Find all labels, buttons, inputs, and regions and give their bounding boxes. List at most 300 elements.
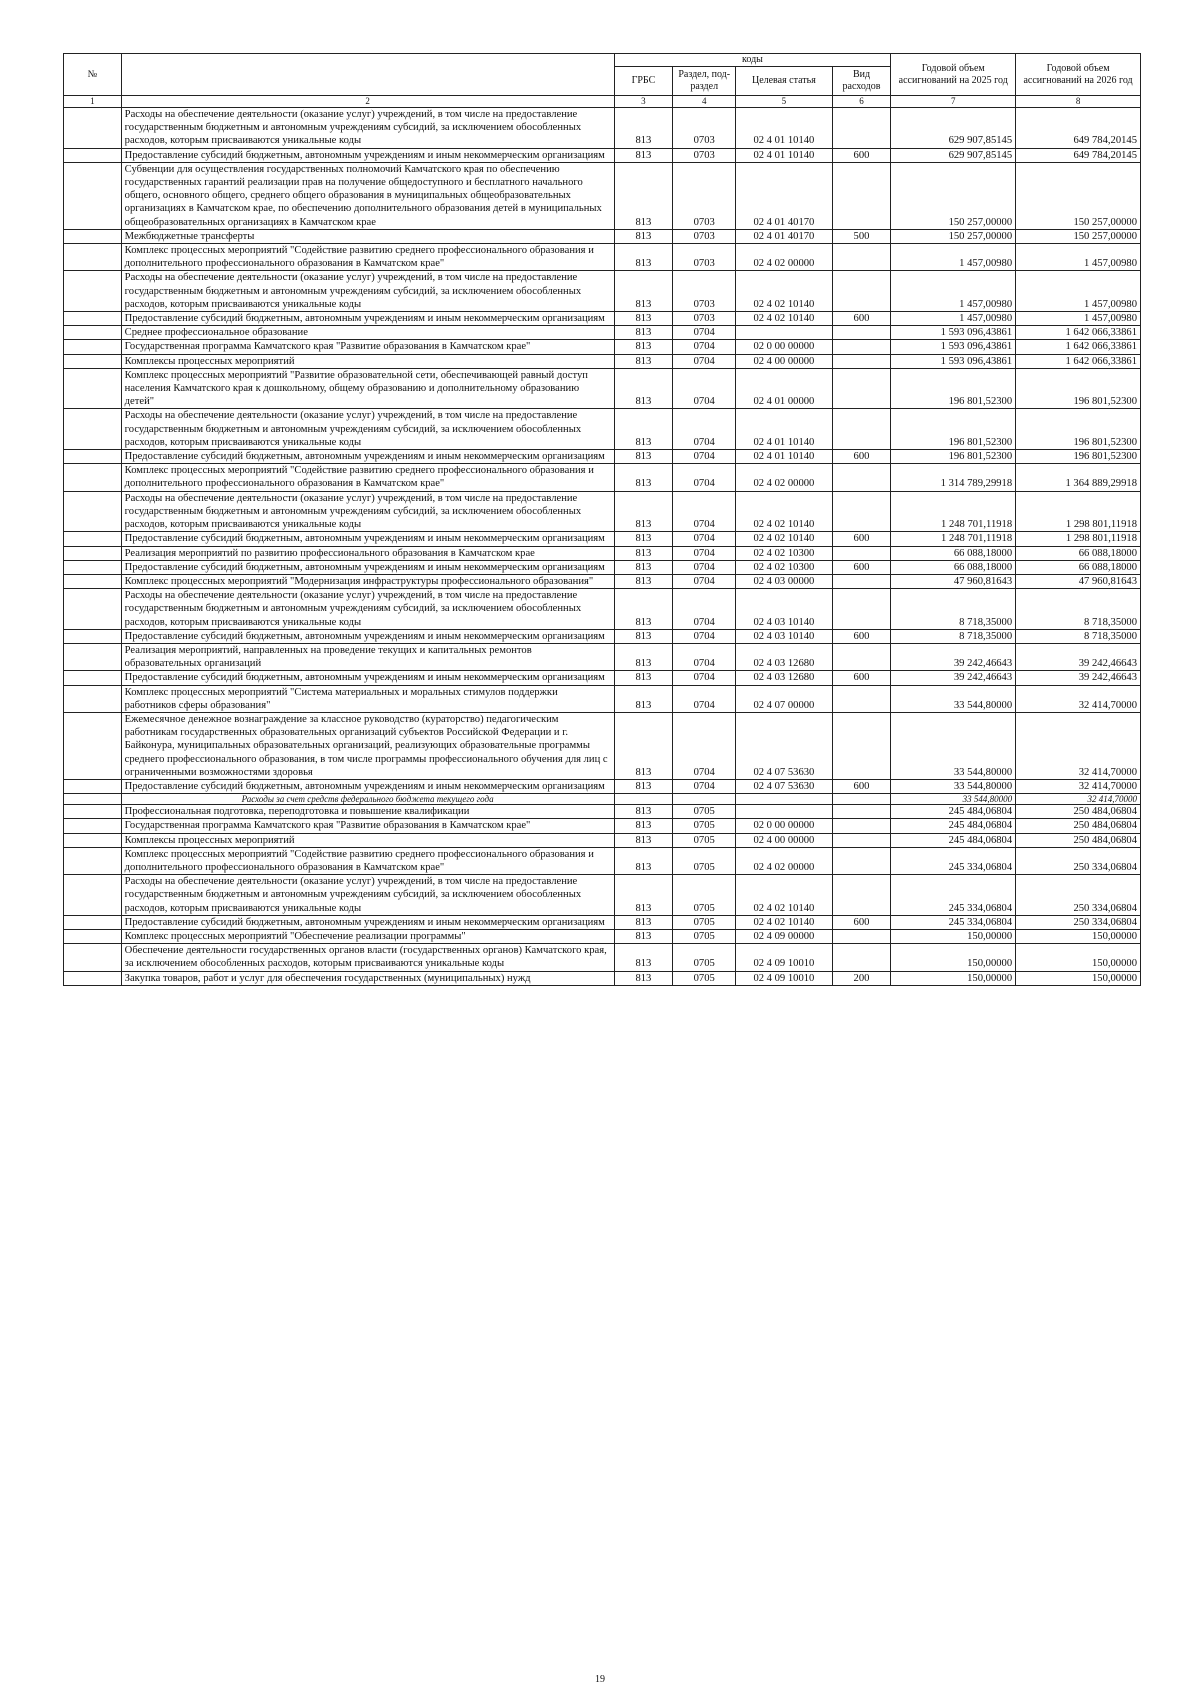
header-grbs: ГРБС [614,67,673,96]
row-amount-2026: 250 334,06804 [1016,847,1141,874]
row-section: 0704 [673,643,736,670]
table-row [64,779,1141,793]
row-target: 02 4 03 00000 [736,574,832,588]
row-amount-2026: 250 484,06804 [1016,833,1141,847]
row-expense-type [832,819,891,833]
table-row [64,971,1141,985]
row-description: Расходы на обеспечение деятельности (оказание услуг) учреждений, в том числе на предоставление государственным бюджетным и автономным учреждениям субсидий, за исключением обособленных расходов, которым присваиваются уникальные коды [121,409,614,450]
column-number: 5 [736,96,832,108]
row-expense-type: 600 [832,779,891,793]
row-description: Предоставление субсидий бюджетным, автономным учреждениям и иным некоммерческим организациям [121,915,614,929]
row-target: 02 4 09 10010 [736,971,832,985]
row-grbs: 813 [614,629,673,643]
row-section: 0704 [673,671,736,685]
row-section: 0705 [673,971,736,985]
row-description: Закупка товаров, работ и услуг для обеспечения государственных (муниципальных) нужд [121,971,614,985]
row-amount-2026: 150,00000 [1016,929,1141,943]
row-amount-2026: 32 414,70000 [1016,685,1141,712]
row-amount-2026: 47 960,81643 [1016,574,1141,588]
row-expense-type: 600 [832,671,891,685]
row-amount-2026: 1 364 889,29918 [1016,464,1141,491]
row-grbs: 813 [614,368,673,409]
row-target: 02 4 02 00000 [736,244,832,271]
row-amount-2026: 150 257,00000 [1016,162,1141,229]
row-number-cell [64,875,122,916]
row-section: 0703 [673,312,736,326]
row-amount-2025: 39 242,46643 [891,671,1016,685]
page-number: 19 [595,1674,605,1685]
row-target [736,805,832,819]
row-amount-2026: 1 642 066,33861 [1016,354,1141,368]
row-number-cell [64,915,122,929]
row-amount-2025: 196 801,52300 [891,409,1016,450]
row-number-cell [64,779,122,793]
row-amount-2025: 245 334,06804 [891,915,1016,929]
row-target: 02 4 02 00000 [736,464,832,491]
row-expense-type [832,794,891,805]
row-section: 0703 [673,271,736,312]
row-amount-2026: 1 642 066,33861 [1016,340,1141,354]
row-target: 02 4 02 10300 [736,560,832,574]
row-number-cell [64,464,122,491]
row-amount-2025: 1 314 789,29918 [891,464,1016,491]
row-amount-2026: 250 334,06804 [1016,915,1141,929]
row-section: 0704 [673,409,736,450]
row-target: 02 4 02 10140 [736,875,832,916]
row-expense-type [832,805,891,819]
row-target: 02 4 03 12680 [736,671,832,685]
row-expense-type [832,929,891,943]
row-grbs: 813 [614,685,673,712]
table-row [64,589,1141,630]
row-number-cell [64,409,122,450]
row-number-cell [64,244,122,271]
header-2026: Годовой объем ассигнований на 2026 год [1016,54,1141,96]
row-number-cell [64,340,122,354]
row-amount-2026: 32 414,70000 [1016,779,1141,793]
row-section: 0704 [673,450,736,464]
row-amount-2026: 39 242,46643 [1016,671,1141,685]
row-amount-2026: 32 414,70000 [1016,712,1141,779]
row-grbs: 813 [614,971,673,985]
row-section: 0705 [673,847,736,874]
row-grbs: 813 [614,532,673,546]
row-expense-type [832,271,891,312]
header-description [121,54,614,96]
row-description: Предоставление субсидий бюджетным, автономным учреждениям и иным некоммерческим организациям [121,148,614,162]
row-target: 02 4 09 00000 [736,929,832,943]
row-description: Среднее профессиональное образование [121,326,614,340]
row-amount-2026: 196 801,52300 [1016,409,1141,450]
row-section: 0703 [673,148,736,162]
row-target: 02 4 00 00000 [736,354,832,368]
row-description: Профессиональная подготовка, переподготовка и повышение квалификации [121,805,614,819]
row-description: Предоставление субсидий бюджетным, автономным учреждениям и иным некоммерческим организациям [121,671,614,685]
row-section: 0704 [673,712,736,779]
row-grbs: 813 [614,805,673,819]
row-grbs: 813 [614,326,673,340]
row-number-cell [64,929,122,943]
row-amount-2025: 1 593 096,43861 [891,354,1016,368]
row-grbs: 813 [614,847,673,874]
row-grbs: 813 [614,589,673,630]
row-amount-2026: 8 718,35000 [1016,629,1141,643]
row-number-cell [64,491,122,532]
row-expense-type [832,108,891,149]
row-number-cell [64,833,122,847]
table-row [64,794,1141,805]
table-row [64,560,1141,574]
row-amount-2025: 1 457,00980 [891,271,1016,312]
header-num: № [64,54,122,96]
table-row [64,368,1141,409]
row-section: 0704 [673,546,736,560]
row-expense-type [832,409,891,450]
row-amount-2025: 196 801,52300 [891,368,1016,409]
table-row [64,944,1141,971]
row-expense-type [832,875,891,916]
row-number-cell [64,589,122,630]
row-target: 02 4 01 40170 [736,162,832,229]
row-number-cell [64,271,122,312]
row-amount-2026: 649 784,20145 [1016,108,1141,149]
row-section [673,794,736,805]
row-amount-2025: 8 718,35000 [891,629,1016,643]
table-row [64,326,1141,340]
row-expense-type: 600 [832,560,891,574]
row-section: 0703 [673,244,736,271]
row-expense-type: 600 [832,312,891,326]
row-target: 02 4 01 10140 [736,409,832,450]
row-grbs: 813 [614,944,673,971]
header-codes: коды [614,54,891,67]
column-number: 1 [64,96,122,108]
row-grbs: 813 [614,409,673,450]
row-amount-2025: 150 257,00000 [891,229,1016,243]
table-row [64,450,1141,464]
row-amount-2026: 649 784,20145 [1016,148,1141,162]
row-description: Межбюджетные трансферты [121,229,614,243]
row-section: 0705 [673,819,736,833]
budget-table [63,53,1141,986]
row-number-cell [64,162,122,229]
row-target [736,794,832,805]
row-number-cell [64,532,122,546]
row-grbs: 813 [614,450,673,464]
row-number-cell [64,546,122,560]
table-row [64,712,1141,779]
row-target: 02 4 03 10140 [736,629,832,643]
row-description: Предоставление субсидий бюджетным, автономным учреждениям и иным некоммерческим организациям [121,779,614,793]
row-amount-2025: 245 484,06804 [891,833,1016,847]
row-number-cell [64,847,122,874]
row-amount-2026: 66 088,18000 [1016,546,1141,560]
row-amount-2025: 150,00000 [891,944,1016,971]
table-row [64,915,1141,929]
row-target: 02 4 02 10140 [736,915,832,929]
row-grbs: 813 [614,671,673,685]
row-description: Комплекс процессных мероприятий "Содействие развитию среднего профессионального образования и дополнительного профессионального образования в Камчатском крае" [121,847,614,874]
row-description: Комплекс процессных мероприятий "Содействие развитию среднего профессионального образования и дополнительного профессионального образования в Камчатском крае" [121,244,614,271]
table-row [64,847,1141,874]
row-section: 0703 [673,162,736,229]
table-row [64,629,1141,643]
row-target: 02 4 02 10300 [736,546,832,560]
table-row [64,805,1141,819]
row-section: 0704 [673,464,736,491]
row-grbs: 813 [614,271,673,312]
row-number-cell [64,574,122,588]
row-expense-type [832,340,891,354]
table-row [64,875,1141,916]
row-expense-type [832,685,891,712]
row-number-cell [64,685,122,712]
row-grbs: 813 [614,244,673,271]
row-amount-2025: 1 457,00980 [891,244,1016,271]
row-section: 0705 [673,805,736,819]
row-grbs: 813 [614,929,673,943]
row-amount-2026: 1 457,00980 [1016,244,1141,271]
row-target: 02 0 00 00000 [736,340,832,354]
row-description: Комплекс процессных мероприятий "Развитие образовательной сети, обеспечивающей равный доступ населения Камчатского края к дошкольному, общему образованию и дополнительному образованию детей" [121,368,614,409]
row-section: 0704 [673,574,736,588]
row-description: Предоставление субсидий бюджетным, автономным учреждениям и иным некоммерческим организациям [121,532,614,546]
row-description: Предоставление субсидий бюджетным, автономным учреждениям и иным некоммерческим организациям [121,312,614,326]
row-description: Комплекс процессных мероприятий "Обеспечение реализации программы" [121,929,614,943]
row-description: Расходы на обеспечение деятельности (оказание услуг) учреждений, в том числе на предоставление государственным бюджетным и автономным учреждениям субсидий, за исключением обособленных расходов, которым присваиваются уникальные коды [121,875,614,916]
row-number-cell [64,108,122,149]
row-grbs: 813 [614,108,673,149]
row-description: Предоставление субсидий бюджетным, автономным учреждениям и иным некоммерческим организациям [121,629,614,643]
row-expense-type: 600 [832,450,891,464]
row-number-cell [64,326,122,340]
row-number-cell [64,794,122,805]
row-target: 02 4 01 40170 [736,229,832,243]
row-target: 02 4 02 10140 [736,271,832,312]
row-amount-2025: 47 960,81643 [891,574,1016,588]
row-number-cell [64,712,122,779]
row-number-cell [64,368,122,409]
row-number-cell [64,312,122,326]
row-expense-type: 500 [832,229,891,243]
row-expense-type [832,574,891,588]
column-number: 4 [673,96,736,108]
row-amount-2025: 629 907,85145 [891,108,1016,149]
row-amount-2026: 39 242,46643 [1016,643,1141,670]
table-row [64,148,1141,162]
table-row [64,574,1141,588]
column-number: 8 [1016,96,1141,108]
row-expense-type: 600 [832,148,891,162]
row-grbs: 813 [614,340,673,354]
row-amount-2025: 150,00000 [891,971,1016,985]
row-expense-type [832,354,891,368]
row-description: Ежемесячное денежное вознаграждение за классное руководство (кураторство) педагогическим работникам государственных образовательных организаций субъектов Российской Федерации и г. Байконура, муниципальных образовательных организаций, реализующих образовательные программы среднего профессионального образования, в том числе программы профессионального обучения для лиц с ограниченными возможностями здоровья [121,712,614,779]
row-expense-type [832,944,891,971]
row-expense-type [832,833,891,847]
row-number-cell [64,819,122,833]
column-number: 3 [614,96,673,108]
row-section: 0704 [673,532,736,546]
row-amount-2025: 1 457,00980 [891,312,1016,326]
row-target: 02 4 01 00000 [736,368,832,409]
row-amount-2025: 66 088,18000 [891,546,1016,560]
row-target: 02 4 00 00000 [736,833,832,847]
row-grbs: 813 [614,464,673,491]
row-amount-2025: 39 242,46643 [891,643,1016,670]
row-expense-type [832,162,891,229]
table-row [64,464,1141,491]
row-amount-2026: 1 298 801,11918 [1016,532,1141,546]
table-row [64,229,1141,243]
header-section: Раздел, под-раздел [673,67,736,96]
header-target: Целевая статья [736,67,832,96]
row-section: 0704 [673,491,736,532]
row-amount-2026: 1 298 801,11918 [1016,491,1141,532]
row-grbs: 813 [614,546,673,560]
row-section: 0704 [673,779,736,793]
row-amount-2025: 1 593 096,43861 [891,340,1016,354]
row-number-cell [64,229,122,243]
table-row [64,546,1141,560]
row-grbs: 813 [614,643,673,670]
row-description: Комплексы процессных мероприятий [121,354,614,368]
row-expense-type [832,589,891,630]
row-section: 0704 [673,354,736,368]
row-target: 02 4 02 10140 [736,312,832,326]
row-section: 0703 [673,229,736,243]
row-expense-type [832,491,891,532]
table-row [64,833,1141,847]
row-amount-2026: 250 484,06804 [1016,805,1141,819]
row-grbs: 813 [614,875,673,916]
row-amount-2025: 245 484,06804 [891,819,1016,833]
row-amount-2025: 245 334,06804 [891,875,1016,916]
row-expense-type [832,643,891,670]
row-section: 0703 [673,108,736,149]
row-description: Государственная программа Камчатского края "Развитие образования в Камчатском крае" [121,819,614,833]
row-target: 02 4 07 00000 [736,685,832,712]
row-amount-2025: 66 088,18000 [891,560,1016,574]
row-description: Комплекс процессных мероприятий "Модернизация инфраструктуры профессионального образования" [121,574,614,588]
row-target: 02 4 07 53630 [736,712,832,779]
row-description: Реализация мероприятий по развитию профессионального образования в Камчатском крае [121,546,614,560]
row-number-cell [64,450,122,464]
row-number-cell [64,971,122,985]
row-expense-type [832,712,891,779]
row-amount-2026: 250 334,06804 [1016,875,1141,916]
row-number-cell [64,560,122,574]
row-amount-2026: 150,00000 [1016,971,1141,985]
row-amount-2025: 33 544,80000 [891,779,1016,793]
row-target: 02 0 00 00000 [736,819,832,833]
column-numbers-row [64,96,1141,108]
table-row [64,340,1141,354]
row-number-cell [64,805,122,819]
row-expense-type: 200 [832,971,891,985]
row-target: 02 4 01 10140 [736,108,832,149]
row-amount-2026: 150 257,00000 [1016,229,1141,243]
column-number: 2 [121,96,614,108]
row-description: Расходы за счет средств федерального бюджета текущего года [121,794,614,805]
row-target: 02 4 01 10140 [736,148,832,162]
row-description: Комплексы процессных мероприятий [121,833,614,847]
table-row [64,819,1141,833]
column-number: 6 [832,96,891,108]
row-expense-type [832,546,891,560]
row-grbs [614,794,673,805]
row-amount-2026: 1 457,00980 [1016,312,1141,326]
row-expense-type [832,244,891,271]
row-description: Государственная программа Камчатского края "Развитие образования в Камчатском крае" [121,340,614,354]
row-target: 02 4 03 10140 [736,589,832,630]
header-exptype: Вид расходов [832,67,891,96]
row-grbs: 813 [614,354,673,368]
table-row [64,409,1141,450]
row-number-cell [64,354,122,368]
row-description: Обеспечение деятельности государственных органов власти (государственных органов) Камчатского края, за исключением обособленных расходов, которым присваиваются уникальные коды [121,944,614,971]
row-section: 0704 [673,326,736,340]
table-row [64,271,1141,312]
row-amount-2026: 32 414,70000 [1016,794,1141,805]
row-amount-2025: 8 718,35000 [891,589,1016,630]
row-target: 02 4 03 12680 [736,643,832,670]
row-section: 0705 [673,875,736,916]
row-amount-2026: 150,00000 [1016,944,1141,971]
row-section: 0705 [673,929,736,943]
row-description: Предоставление субсидий бюджетным, автономным учреждениям и иным некоммерческим организациям [121,450,614,464]
row-grbs: 813 [614,491,673,532]
table-row [64,312,1141,326]
row-description: Расходы на обеспечение деятельности (оказание услуг) учреждений, в том числе на предоставление государственным бюджетным и автономным учреждениям субсидий, за исключением обособленных расходов, которым присваиваются уникальные коды [121,491,614,532]
table-row [64,929,1141,943]
row-target: 02 4 02 10140 [736,532,832,546]
row-expense-type: 600 [832,532,891,546]
row-target: 02 4 09 10010 [736,944,832,971]
row-section: 0704 [673,368,736,409]
row-amount-2025: 150 257,00000 [891,162,1016,229]
row-target [736,326,832,340]
table-row [64,532,1141,546]
table-row [64,685,1141,712]
column-number: 7 [891,96,1016,108]
row-description: Реализация мероприятий, направленных на проведение текущих и капитальных ремонтов образовательных организаций [121,643,614,670]
row-grbs: 813 [614,712,673,779]
row-amount-2025: 33 544,80000 [891,712,1016,779]
row-amount-2026: 196 801,52300 [1016,450,1141,464]
row-number-cell [64,944,122,971]
row-expense-type [832,464,891,491]
row-expense-type [832,847,891,874]
table-row [64,354,1141,368]
row-grbs: 813 [614,148,673,162]
row-grbs: 813 [614,779,673,793]
row-number-cell [64,671,122,685]
row-grbs: 813 [614,229,673,243]
row-amount-2025: 33 544,80000 [891,794,1016,805]
row-section: 0705 [673,944,736,971]
row-amount-2026: 66 088,18000 [1016,560,1141,574]
row-section: 0704 [673,560,736,574]
row-amount-2025: 1 593 096,43861 [891,326,1016,340]
row-amount-2025: 150,00000 [891,929,1016,943]
row-target: 02 4 02 10140 [736,491,832,532]
row-amount-2026: 1 642 066,33861 [1016,326,1141,340]
row-section: 0705 [673,915,736,929]
row-amount-2026: 196 801,52300 [1016,368,1141,409]
table-row [64,108,1141,149]
row-grbs: 813 [614,574,673,588]
